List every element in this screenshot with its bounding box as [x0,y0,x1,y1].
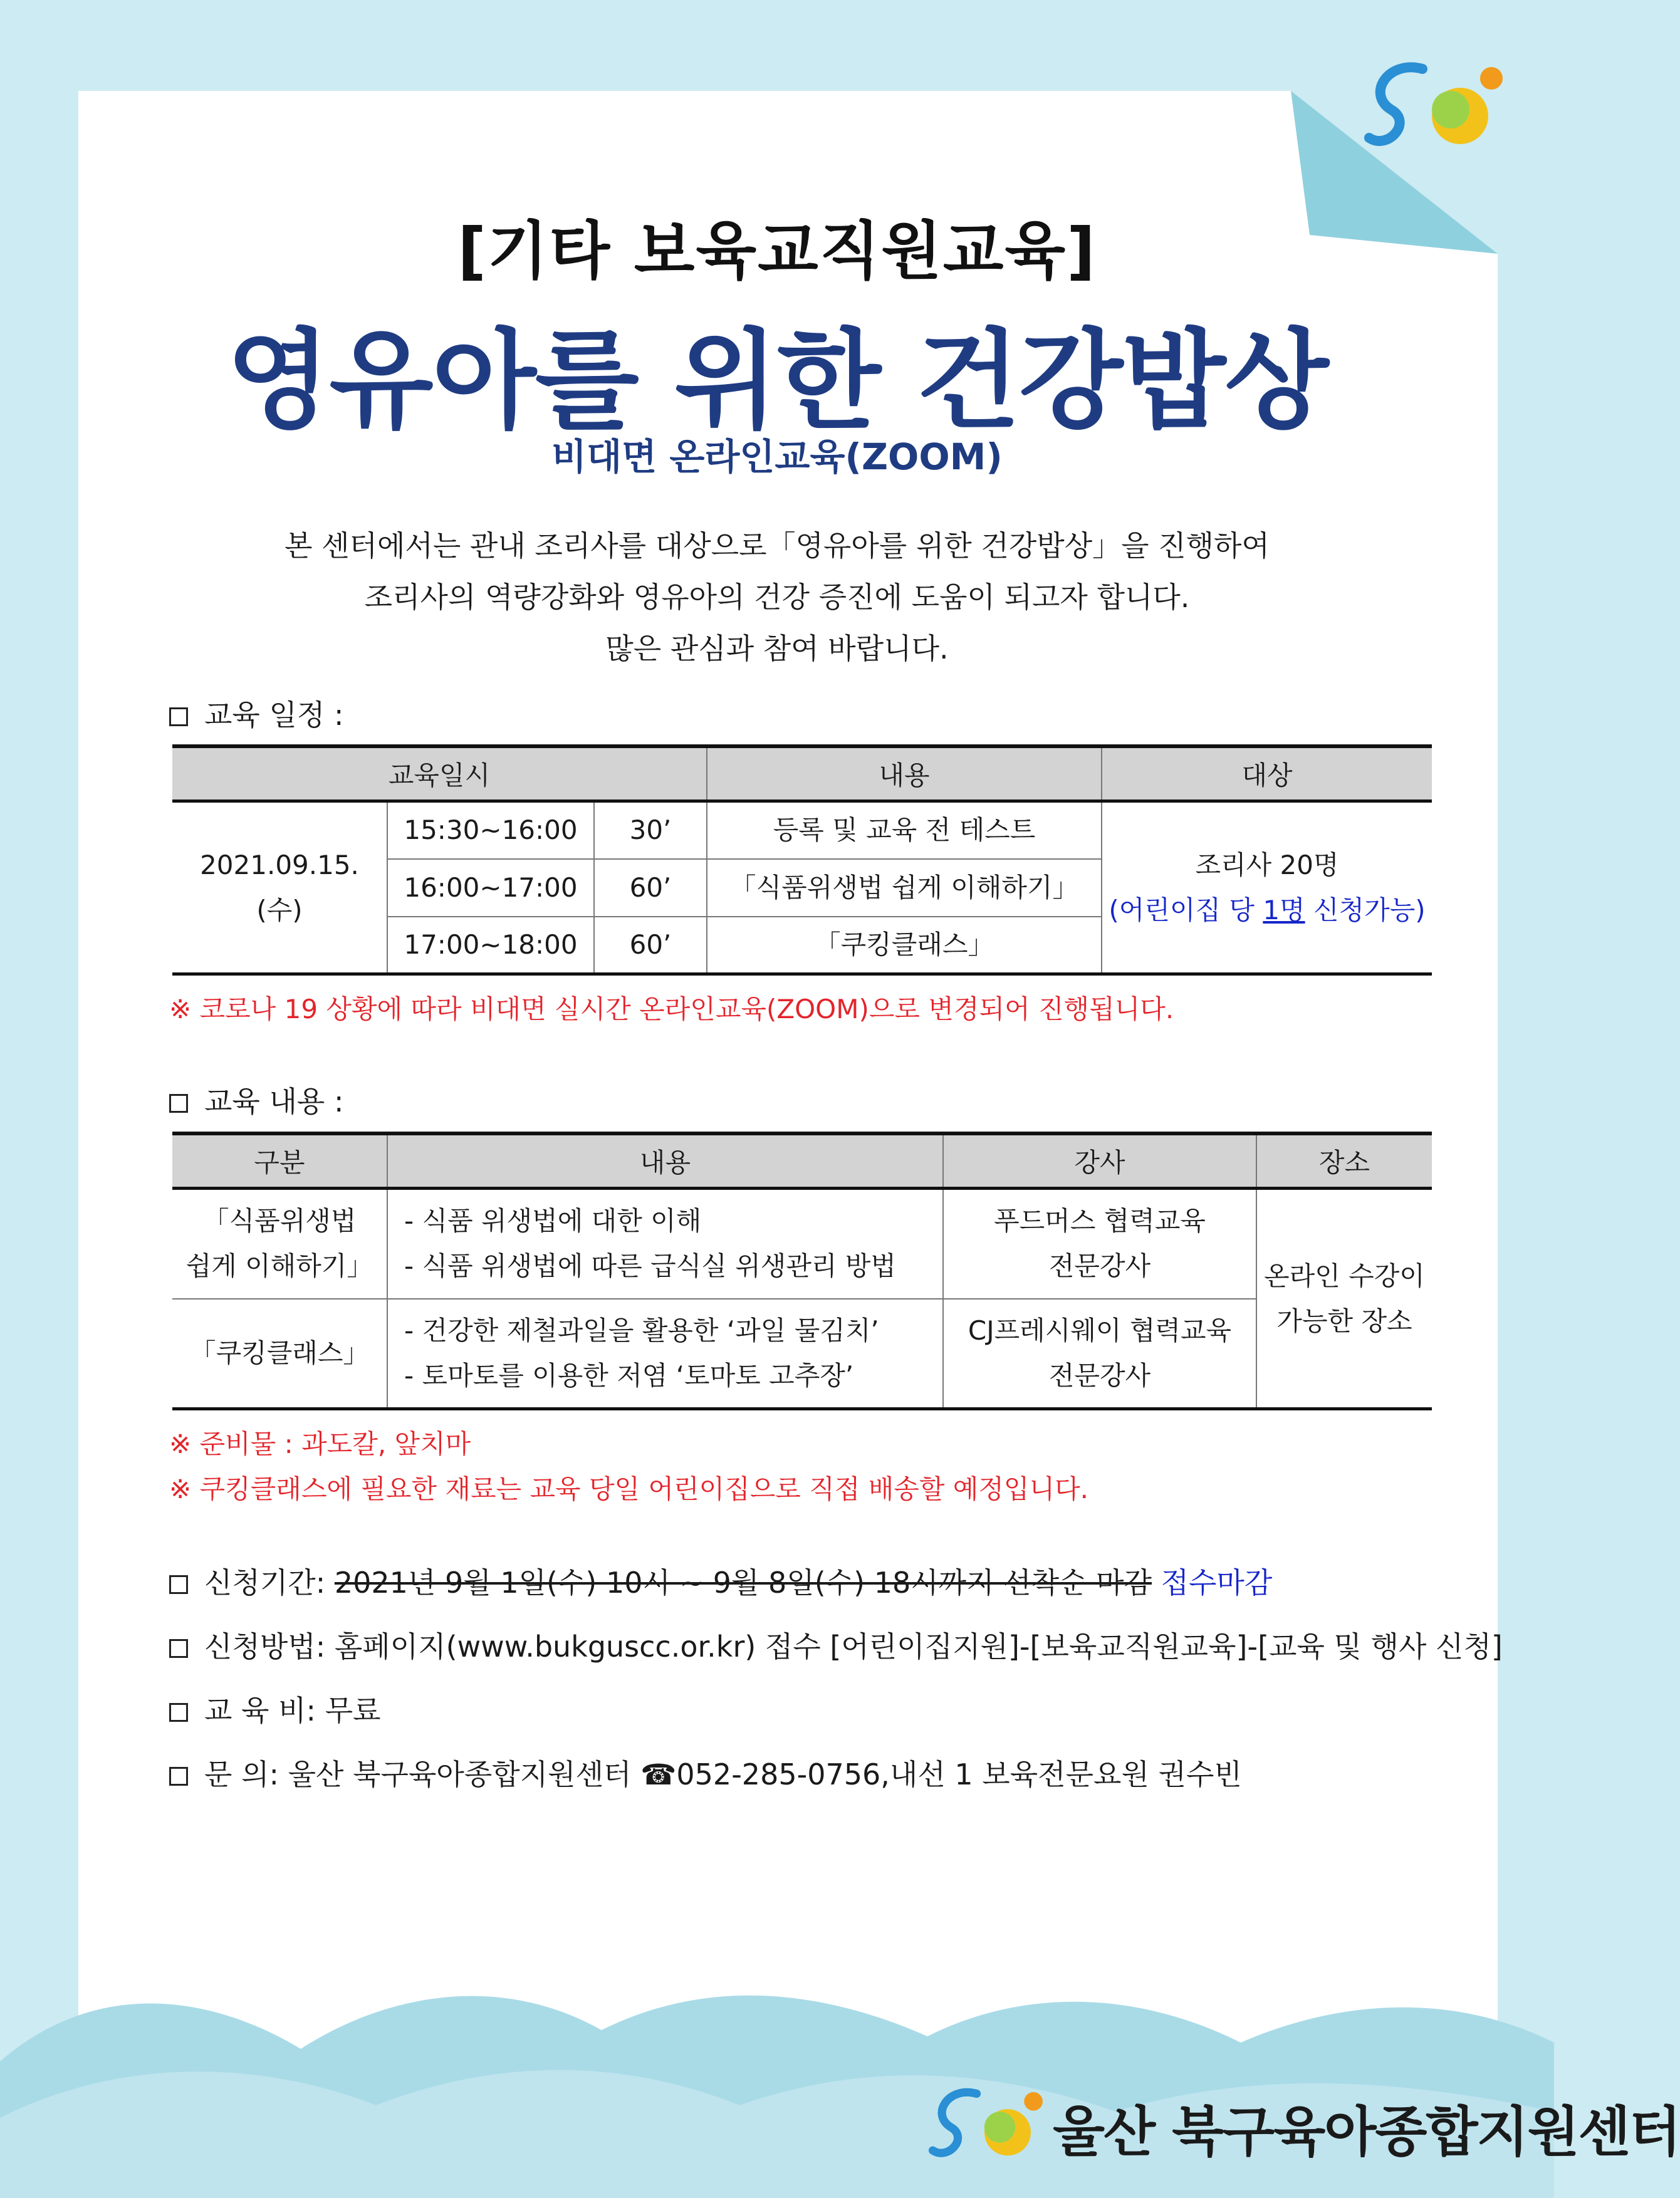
time-cell: 16:00~17:00 [387,859,594,917]
schedule-note: ※ 코로나 19 상황에 따라 비대면 실시간 온라인교육(ZOOM)으로 변경되어 진행됩니다. [169,994,1174,1024]
page-title: 영유아를 위한 건강밥상 [226,318,1328,444]
checkbox-square-icon [169,1575,188,1594]
center-logo-icon [1363,56,1507,163]
intro-line: 본 센터에서는 관내 조리사를 대상으로「영유아를 위한 건강밥상」을 진행하여 [284,529,1270,563]
fee-value: 무료 [325,1694,381,1727]
education-fee: 교 육 비: 무료 [169,1688,381,1729]
header-instructor: 강사 [943,1133,1256,1189]
contents-section-label: 교육 내용 : [169,1079,344,1120]
time-cell: 15:30~16:00 [387,801,594,859]
time-cell: 17:00~18:00 [387,917,594,974]
table-header-row [172,746,1432,801]
footer-center-name: 울산 북구육아종합지원센터 [1053,2101,1680,2164]
place-cell: 온라인 수강이 가능한 장소 [1256,1189,1432,1409]
contents-table [172,1132,1432,1410]
contact-info: 문 의: 울산 북구육아종합지원센터 ☎052-285-0756,내선 1 보육전문요원 권수빈 [169,1752,1242,1793]
closed-status-badge: 접수마감 [1161,1566,1273,1600]
header-datetime: 교육일시 [172,746,707,801]
checkbox-square-icon [169,707,188,726]
table-header-row [172,1133,1432,1189]
schedule-table [172,744,1432,976]
table-row [172,801,1432,859]
schedule-weekday: (수) [256,894,303,925]
schedule-section-label: 교육 일정 : [169,692,344,734]
target-cell [1102,801,1432,974]
header-content: 내용 [387,1133,943,1189]
footer-logo [927,2080,1680,2174]
schedule-date: 2021.09.15. [200,849,359,880]
duration-cell: 30’ [594,801,707,859]
header-place: 장소 [1256,1133,1432,1189]
duration-cell: 60’ [594,917,707,974]
center-logo-icon [927,2083,1046,2171]
application-method: 신청방법: 홈페이지(www.bukguscc.or.kr) 접수 [어린이집지원]-[보육교직원교육]-[교육 및 행사 신청] [169,1624,1503,1665]
application-period: 신청기간: 2021년 9월 1일(수) 10시 ~ 9월 8일(수) 18시까지 선착순 마감 접수마감 [169,1560,1272,1602]
detail-cell: - 식품 위생법에 대한 이해 - 식품 위생법에 따른 급식실 위생관리 방법 [387,1189,943,1299]
duration-cell: 60’ [594,859,707,917]
checkbox-square-icon [169,1094,188,1113]
category-heading: [기타 보육교직원교육] [457,214,1097,288]
table-row [172,1299,1432,1409]
subtitle: 비대면 온라인교육(ZOOM) [551,435,1003,478]
content-cell: 등록 및 교육 전 테스트 [707,801,1102,859]
header-category: 구분 [172,1133,387,1189]
intro-line: 조리사의 역량강화와 영유아의 건강 증진에 도움이 되고자 합니다. [364,580,1190,614]
target-main: 조리사 20명 [1195,849,1339,880]
checkbox-square-icon [169,1767,188,1786]
content-cell: 「식품위생법 쉽게 이해하기」 [707,859,1102,917]
category-cell: 「식품위생법 쉽게 이해하기」 [172,1189,387,1299]
checkbox-square-icon [169,1639,188,1658]
contact-value: 울산 북구육아종합지원센터 ☎052-285-0756,내선 1 보육전문요원 권수빈 [288,1758,1242,1791]
supplies-note: ※ 준비물 : 과도칼, 앞치마 [169,1429,471,1459]
category-cell: 「쿠킹클래스」 [172,1299,387,1409]
period-value: 2021년 9월 1일(수) 10시 ~ 9월 8일(수) 18시까지 선착순 마감 [334,1566,1152,1600]
target-note: (어린이집 당 1명 신청가능) [1109,894,1426,925]
instructor-cell: 푸드머스 협력교육 전문강사 [943,1189,1256,1299]
schedule-date-cell [172,801,387,974]
instructor-cell: CJ프레시웨이 협력교육 전문강사 [943,1299,1256,1409]
content-cell: 「쿠킹클래스」 [707,917,1102,974]
table-row [172,1189,1432,1299]
method-value: 홈페이지(www.bukguscc.or.kr) 접수 [어린이집지원]-[보육교직원교육]-[교육 및 행사 신청] [334,1630,1503,1664]
intro-line: 많은 관심과 참여 바랍니다. [605,632,949,665]
detail-cell: - 건강한 제철과일을 활용한 ‘과일 물김치’ - 토마토를 이용한 저염 ‘토마토 고추장’ [387,1299,943,1409]
intro-paragraph [0,520,1554,674]
checkbox-square-icon [169,1703,188,1722]
header-target: 대상 [1102,746,1432,801]
header-content: 내용 [707,746,1102,801]
delivery-note: ※ 쿠킹클래스에 필요한 재료는 교육 당일 어린이집으로 직접 배송할 예정입니다. [169,1474,1089,1504]
